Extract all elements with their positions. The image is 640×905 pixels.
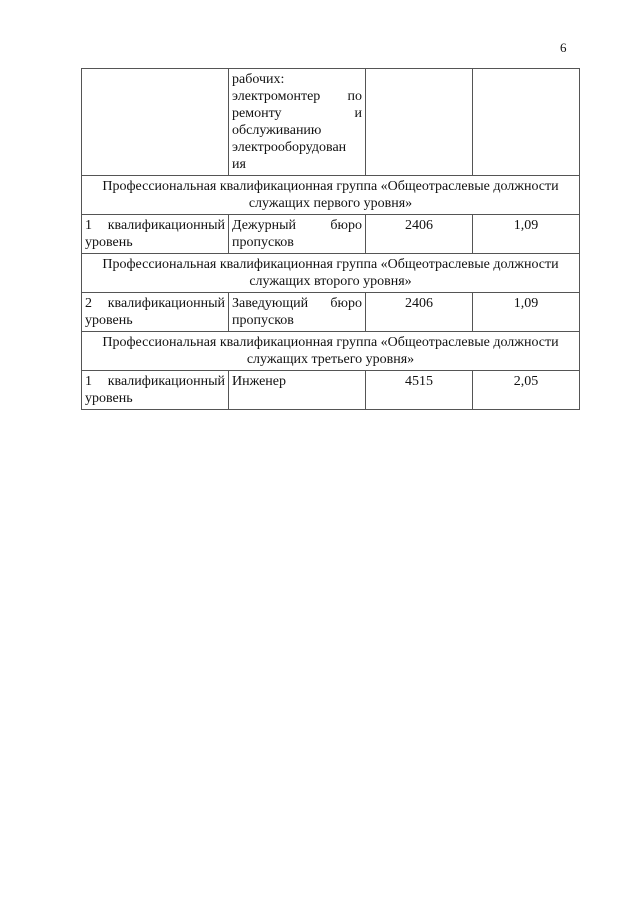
table-row	[82, 371, 580, 410]
level-cell	[82, 371, 229, 410]
group-header-line: служащих второго уровня»	[249, 274, 412, 289]
coefficient-cell: 1,09	[473, 293, 580, 332]
salary-cell	[366, 69, 473, 176]
salary-cell: 2406	[366, 293, 473, 332]
group-header-line: служащих первого уровня»	[248, 196, 413, 211]
group-header-line: Профессиональная квалификационная группа «Общеотраслевые должности	[102, 179, 559, 194]
position-line: пропусков	[232, 313, 294, 328]
position-line: обслуживанию	[232, 123, 322, 138]
group-header-row	[82, 332, 580, 371]
group-header-cell	[82, 332, 580, 371]
salary-cell: 2406	[366, 215, 473, 254]
page-number: 6	[560, 40, 567, 55]
group-header-row	[82, 254, 580, 293]
level-line: 1 квалификационный	[85, 218, 225, 233]
position-cell	[229, 215, 366, 254]
position-cell	[229, 293, 366, 332]
level-line: 1 квалификационный	[85, 374, 225, 389]
group-header-line: Профессиональная квалификационная группа «Общеотраслевые должности	[102, 257, 559, 272]
position-line: ремонту и	[232, 106, 362, 121]
table-row	[82, 215, 580, 254]
group-header-cell	[82, 176, 580, 215]
position-line: пропусков	[232, 235, 294, 250]
level-line: 2 квалификационный	[85, 296, 225, 311]
position-line: ия	[232, 157, 246, 172]
table-row-continuation	[82, 69, 580, 176]
position-line: электромонтер по	[232, 89, 362, 104]
position-line: рабочих:	[232, 72, 285, 87]
qualification-table	[81, 68, 580, 410]
salary-cell: 4515	[366, 371, 473, 410]
level-line: уровень	[85, 313, 133, 328]
position-line: Инженер	[232, 374, 287, 389]
group-header-line: Профессиональная квалификационная группа «Общеотраслевые должности	[102, 335, 559, 350]
level-cell	[82, 215, 229, 254]
level-cell	[82, 293, 229, 332]
group-header-cell	[82, 254, 580, 293]
position-line: Заведующий бюро	[232, 296, 362, 311]
coefficient-cell: 1,09	[473, 215, 580, 254]
level-line: уровень	[85, 235, 133, 250]
table-row	[82, 293, 580, 332]
group-header-line: служащих третьего уровня»	[246, 352, 415, 367]
level-line: уровень	[85, 391, 133, 406]
group-header-row	[82, 176, 580, 215]
coefficient-cell: 2,05	[473, 371, 580, 410]
position-cell	[229, 371, 366, 410]
level-cell	[82, 69, 229, 176]
position-cell	[229, 69, 366, 176]
position-line: Дежурный бюро	[232, 218, 362, 233]
coefficient-cell	[473, 69, 580, 176]
position-line: электрооборудован	[232, 140, 347, 155]
